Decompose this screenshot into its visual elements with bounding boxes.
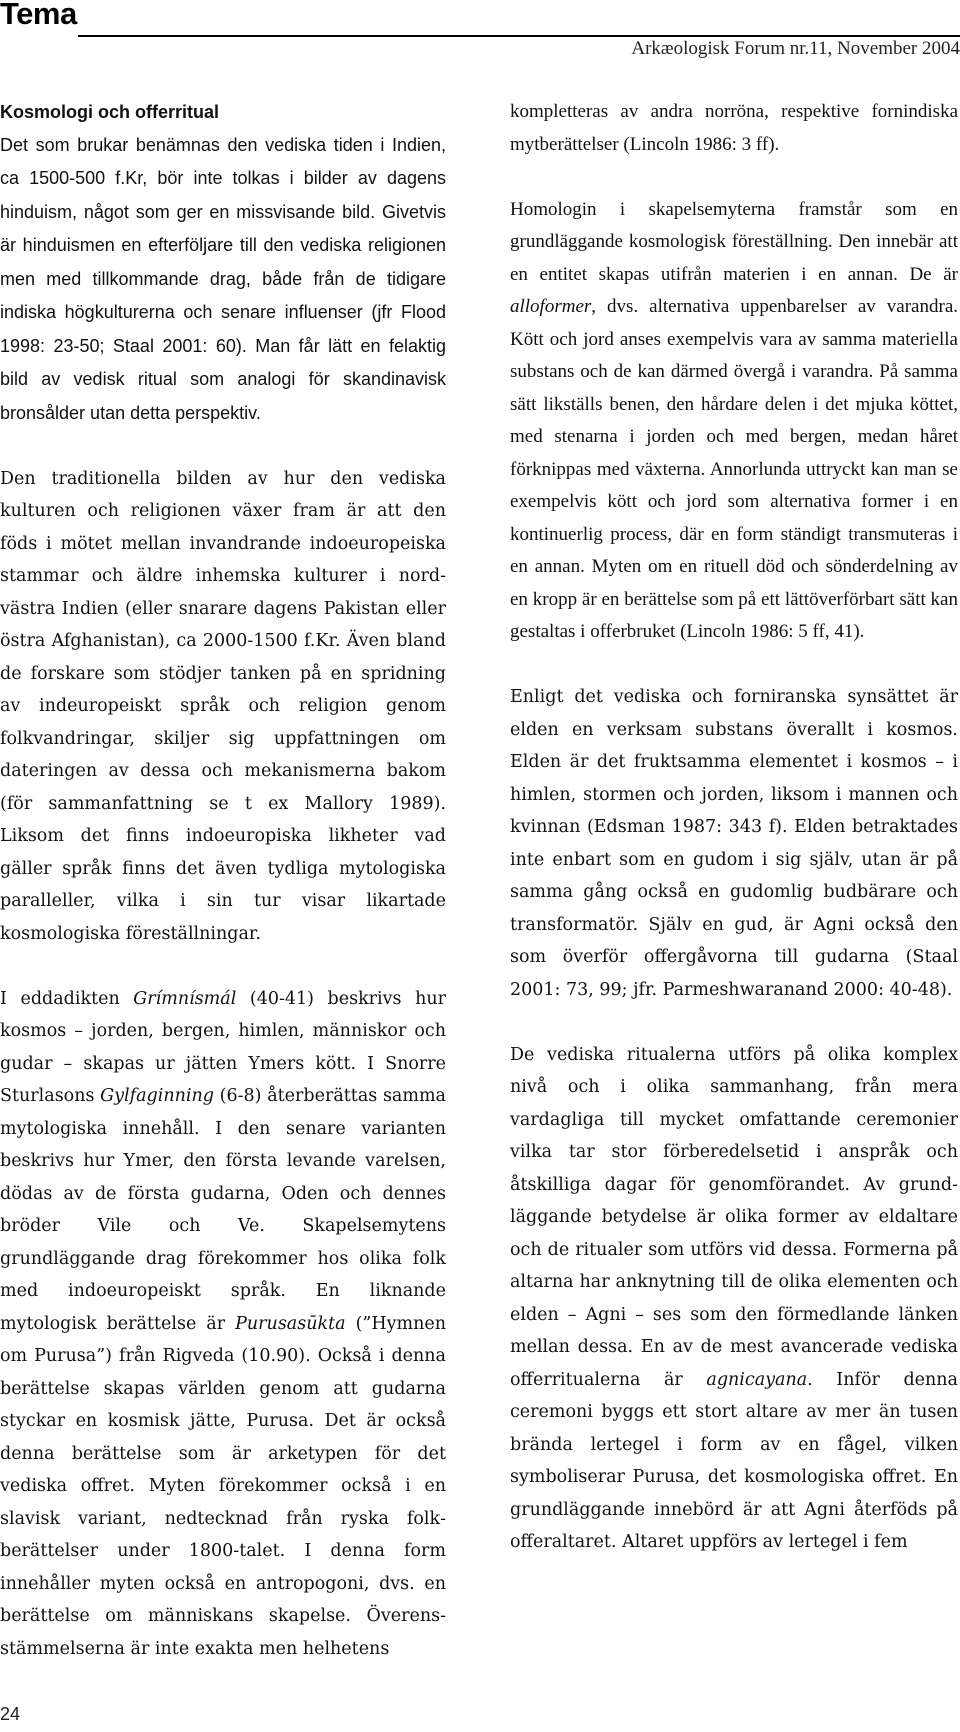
paragraph-text: Homologin i skapelsemyterna framstår som en grundläggande kosmologisk föreställning. Den innebär att en entitet skapas utifrån materien i en annan. De är — [510, 198, 958, 285]
paragraph — [510, 194, 958, 649]
paragraph: kompletteras av andra norröna, respektive fornindiska mytberättelser (Lincoln 1986: 3 ff). — [510, 101, 958, 155]
header-rule — [78, 35, 960, 37]
emphasis-text: alloformer — [510, 296, 592, 317]
right-column — [510, 96, 958, 1591]
paragraph: Den traditionella bilden av hur den vediska kulturen och religionen växer fram är att den föds i mötet mellan invandrande indoeuropeiska stammar och äldre inhemska kulturer i nordvästra Indien (eller snarare dagens Pakistan eller östra Afghanistan), ca 2000-1500 f.Kr. Även bland de forskare som stödjer tanken på en spridning av indeuropeiskt språk och religion genom folkvandringar, skiljer sig uppfattningen om dateringen av dessa och mekanismerna bakom (för sammanfattning se t ex Mallory 1989). Liksom det finns indoeuropiska likheter vad gäller språk finns det även tydliga mytologiska paralleller, vilka i sin tur visar likartade kosmologiska föreställningar. — [0, 468, 446, 944]
paragraph — [510, 1039, 958, 1559]
paragraph-text: Det som brukar benämnas den vediska tiden i Indien, ca 1500-500 f.Kr, bör inte tolkas i bilder av dagens hinduism, något som ger en missvisande bild. Givetvis är hinduismen en efterföljare till den vediska religionen men med tillkommande drag, både från de tidigare indiska högkulturerna och senare influenser (jfr Flood 1998: 23-50; Staal 2001: 60). Man får lätt en felaktig bild av vedisk ritual som analogi för skandinavisk bronsålder utan detta perspektiv. — [0, 134, 446, 423]
paragraph-text: , dvs. alternativa uppenbarelser av varandra. Kött och jord anses exempelvis vara av samma materiella substans och de kan därmed övergå i varandra. På samma sätt likställs benen, den hårdare delen i det mjuka köttet, med stenarna i jorden och med bergen, medan håret förknippas med växterna. Annorlunda uttryckt kan man se exempelvis kött och jord som alternativa former i en kontinuerlig process, där en form ständigt transmuteras i en annan. Myten om en rituell död och sönderdelning av en kropp är en berättelse som på ett lättöverförbart sätt kan gestaltas i offerbruket (Lincoln 1986: 5 ff, 41). — [510, 296, 958, 642]
paragraph-text: (”Hymnen om Purusa”) från Rigveda (10.90). Också i denna berättelse skapas världen genom att gudarna styckar en kosmisk jätte, Purusa. Det är också denna berättelse som är arketypen för det vediska offret. Myten förekommer också i en slavisk variant, nedtecknad från ryska folkberättelser under 1800-talet. I denna form innehåller myten också en antropogoni, dvs. en berättelse om människans skapelse. Överensstämmelserna är inte exakta men helhetens — [0, 1313, 446, 1659]
paragraph: Enligt det vediska och forniranska synsättet är elden en verksam substans överallt i kosmos. Elden är det fruktsamma elementet i kosmos – i himlen, stormen och jorden, liksom i mannen och kvinnan (Edsman 1987: 343 f). Elden betraktades inte enbart som en gudom i sig själv, utan är på samma gång också en gudomlig budbärare och transformatör. Själv en gud, är Agni också den som överför offergåvorna till gudarna (Staal 2001: 73, 99; jfr. Parmeshwaranand 2000: 40-48). — [510, 687, 958, 1000]
paragraph-text: . Inför denna ceremoni byggs ett stort altare av mer än tusen brända lertegel i form av en fågel, vilken symboliserar Purusa, det kosmologiska offret. En grundläggande innebörd är att Agni återföds på offeraltaret. Altaret uppförs av lertegel i fem — [510, 1369, 958, 1552]
intro-paragraph — [0, 96, 446, 430]
paragraph-text: I eddadikten — [0, 988, 134, 1009]
emphasis-text: Gylfaginning — [100, 1086, 214, 1106]
journal-title: Arkæologisk Forum nr.11, November 2004 — [631, 38, 960, 59]
section-label: Tema — [0, 0, 77, 31]
page-number: 24 — [0, 1704, 21, 1724]
paragraph — [0, 983, 446, 1666]
paragraph-text: (6-8) återberättas samma mytologiska innehåll. I den senare varianten beskrivs hur Ymer, den första levande varelsen, dödas av de första gudarna, Oden och dennes bröder Vile och Ve. Skapelsemytens grundläggande drag förekommer hos olika folk med indoeuropeiskt språk. En liknande mytologisk berättelse är — [0, 1086, 446, 1334]
paragraph-text: (40-41) beskrivs hur kosmos – jorden, bergen, himlen, människor och gudar – skapas ur jätten Ymers kött. I Snorre Sturlasons — [0, 988, 446, 1106]
left-column — [0, 96, 446, 1698]
emphasis-text: agnicayana — [706, 1369, 808, 1390]
emphasis-text: Purusasūkta — [235, 1313, 346, 1334]
paragraph-text: De vediska ritualerna utförs på olika komplex nivå och i olika sammanhang, från mera vardagliga till mycket omfattande ceremonier vilka tar stor förberedelsetid i anspråk och åtskilliga dagar för genomförandet. Av grundläggande betydelse är olika former av eldaltare och de ritualer som utförs vid dessa. Formerna på altarna har anknytning till de olika elementen och elden – Agni – ses som den förmedlande länken mellan dessa. En av de mest avancerade vediska offerritualerna är — [510, 1044, 958, 1390]
page-header — [0, 0, 960, 59]
article-heading: Kosmologi och offerritual — [0, 102, 220, 122]
emphasis-text: Grímnísmál — [133, 988, 237, 1009]
